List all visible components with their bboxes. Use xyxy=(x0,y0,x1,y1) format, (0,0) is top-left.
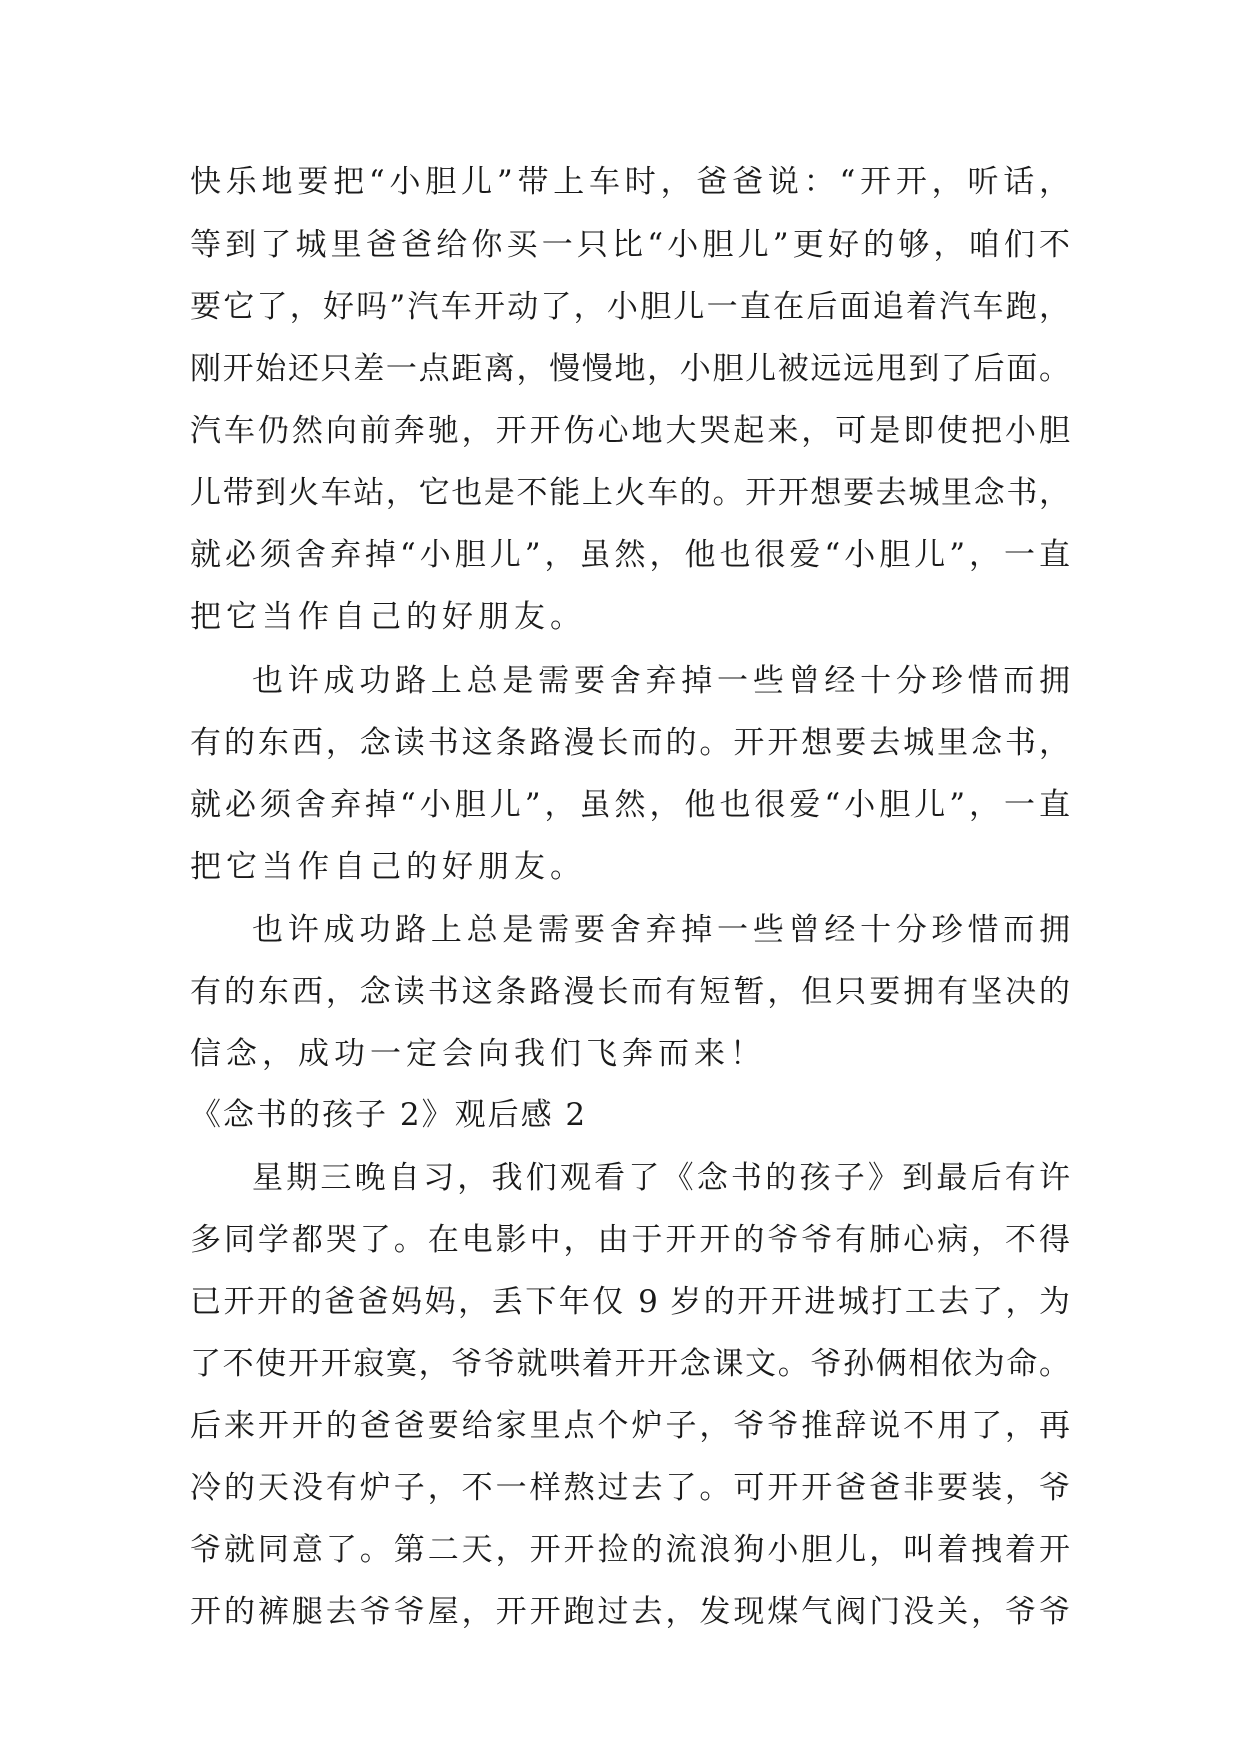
text-line: 已开开的爸爸妈妈，丢下年仅 9 岁的开开进城打工去了，为 xyxy=(190,1284,1070,1320)
text-line: 就必须舍弃掉“小胆儿”，虽然，他也很爱“小胆儿”，一直 xyxy=(190,537,1070,573)
text-line: 要它了，好吗”汽车开动了，小胆儿一直在后面追着汽车跑， xyxy=(190,289,1070,325)
text-line: 就必须舍弃掉“小胆儿”，虽然，他也很爱“小胆儿”，一直 xyxy=(190,787,1070,823)
text-line: 也许成功路上总是需要舍弃掉一些曾经十分珍惜而拥 xyxy=(252,912,1070,948)
text-line: 等到了城里爸爸给你买一只比“小胆儿”更好的够，咱们不 xyxy=(190,227,1070,263)
text-line: 开的裤腿去爷爷屋，开开跑过去，发现煤气阀门没关，爷爷 xyxy=(190,1594,1070,1630)
text-line: 把它当作自己的好朋友。 xyxy=(190,599,586,635)
text-line: 刚开始还只差一点距离，慢慢地，小胆儿被远远甩到了后面。 xyxy=(190,351,1070,387)
text-line: 信念，成功一定会向我们飞奔而来！ xyxy=(190,1036,766,1072)
text-line: 也许成功路上总是需要舍弃掉一些曾经十分珍惜而拥 xyxy=(252,663,1070,699)
text-line: 星期三晚自习，我们观看了《念书的孩子》到最后有许 xyxy=(252,1160,1070,1196)
text-line: 有的东西，念读书这条路漫长而的。开开想要去城里念书， xyxy=(190,725,1070,761)
text-line: 后来开开的爸爸要给家里点个炉子，爷爷推辞说不用了，再 xyxy=(190,1408,1070,1444)
text-line: 有的东西，念读书这条路漫长而有短暂，但只要拥有坚决的 xyxy=(190,974,1070,1010)
text-line: 冷的天没有炉子，不一样熬过去了。可开开爸爸非要装，爷 xyxy=(190,1470,1070,1506)
text-line: 爷就同意了。第二天，开开捡的流浪狗小胆儿，叫着拽着开 xyxy=(190,1532,1070,1568)
text-line: 把它当作自己的好朋友。 xyxy=(190,849,586,885)
text-line: 了不使开开寂寞，爷爷就哄着开开念课文。爷孙俩相依为命。 xyxy=(190,1346,1070,1382)
section-heading: 《念书的孩子 2》观后感 2 xyxy=(190,1097,588,1133)
text-line: 儿带到火车站，它也是不能上火车的。开开想要去城里念书， xyxy=(190,475,1070,511)
text-line: 多同学都哭了。在电影中，由于开开的爷爷有肺心病，不得 xyxy=(190,1222,1070,1258)
text-line: 快乐地要把“小胆儿”带上车时，爸爸说：“开开，听话， xyxy=(190,164,1070,200)
text-line: 汽车仍然向前奔驰，开开伤心地大哭起来，可是即使把小胆 xyxy=(190,413,1070,449)
